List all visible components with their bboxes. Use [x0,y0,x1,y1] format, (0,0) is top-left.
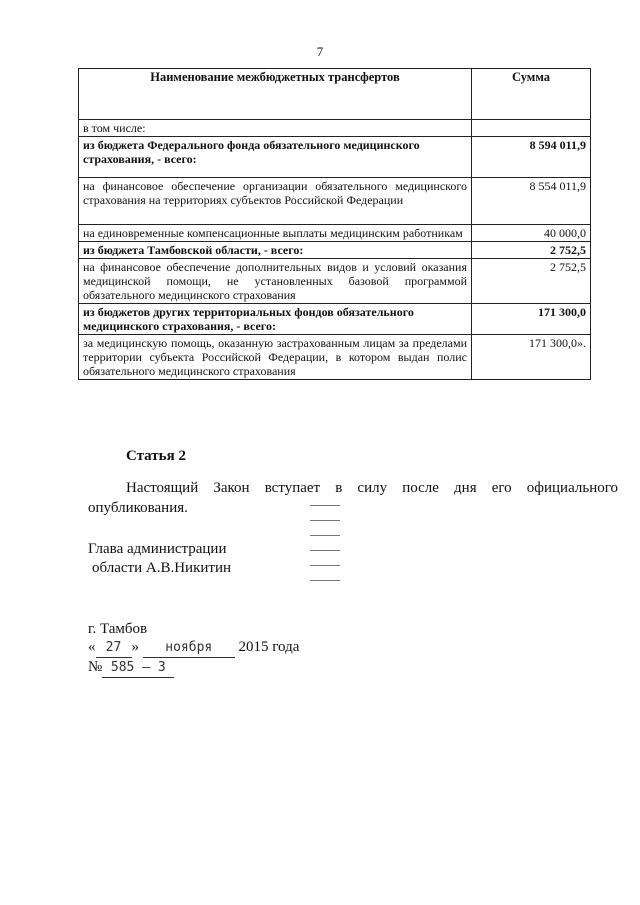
row-sum: 40 000,0 [472,225,591,242]
date-open-quote: « [88,639,96,655]
table-header-row [79,69,591,120]
city: г. Тамбов [88,621,148,637]
table-row [79,225,591,242]
table-row [79,137,591,178]
table-row [79,259,591,304]
header-sum: Сумма [472,69,591,120]
date-year: 2015 года [238,639,300,655]
date-month: ноября [143,639,235,658]
row-name: из бюджетов других территориальных фондов обязательного медицинского страхования, - всего: [79,304,472,335]
row-sum [472,120,591,137]
row-sum: 171 300,0 [472,304,591,335]
row-name: из бюджета Федерального фонда обязательного медицинского страхования, - всего: [79,137,472,178]
table-row [79,304,591,335]
table-row [79,242,591,259]
place-date-block [88,620,299,678]
transfers-table [78,68,591,380]
row-sum: 2 752,5 [472,259,591,304]
signer-title: Глава администрации [88,541,227,557]
date-close-quote: » [131,639,139,655]
row-sum: 2 752,5 [472,242,591,259]
row-name: в том числе: [79,120,472,137]
header-name: Наименование межбюджетных трансфертов [79,69,472,120]
number-prefix: № [88,659,103,675]
table-row [79,120,591,137]
law-number: 585 – З [102,659,174,678]
row-sum: 8 554 011,9 [472,178,591,225]
row-sum: 171 300,0». [472,335,591,380]
signer-name: области А.В.Никитин [92,560,232,576]
table-row [79,335,591,380]
article-text: Настоящий Закон вступает в силу после дня его официального опубликования. [88,480,618,516]
date-line [88,638,299,658]
signer-block [88,540,231,578]
law-number-line [88,658,299,678]
table-row [79,178,591,225]
row-sum: 8 594 011,9 [472,137,591,178]
row-name: на финансовое обеспечение организации обязательного медицинского страхования на территориях субъектов Российской Федерации [79,178,472,225]
page-number: 7 [316,44,324,59]
row-name: за медицинскую помощь, оказанную застрахованным лицам за пределами территории субъекта Российской Федерации, в котором выдан полис обязательного медицинского страхования [79,335,472,380]
row-name: из бюджета Тамбовской области, - всего: [79,242,472,259]
date-day: 27 [96,639,132,658]
row-name: на финансовое обеспечение дополнительных видов и условий оказания медицинской помощи, не установленных базовой программой обязательного медицинского страхования [79,259,472,304]
margin-marks [310,505,340,605]
row-name: на единовременные компенсационные выплаты медицинским работникам [79,225,472,242]
article-heading: Статья 2 [126,448,186,464]
